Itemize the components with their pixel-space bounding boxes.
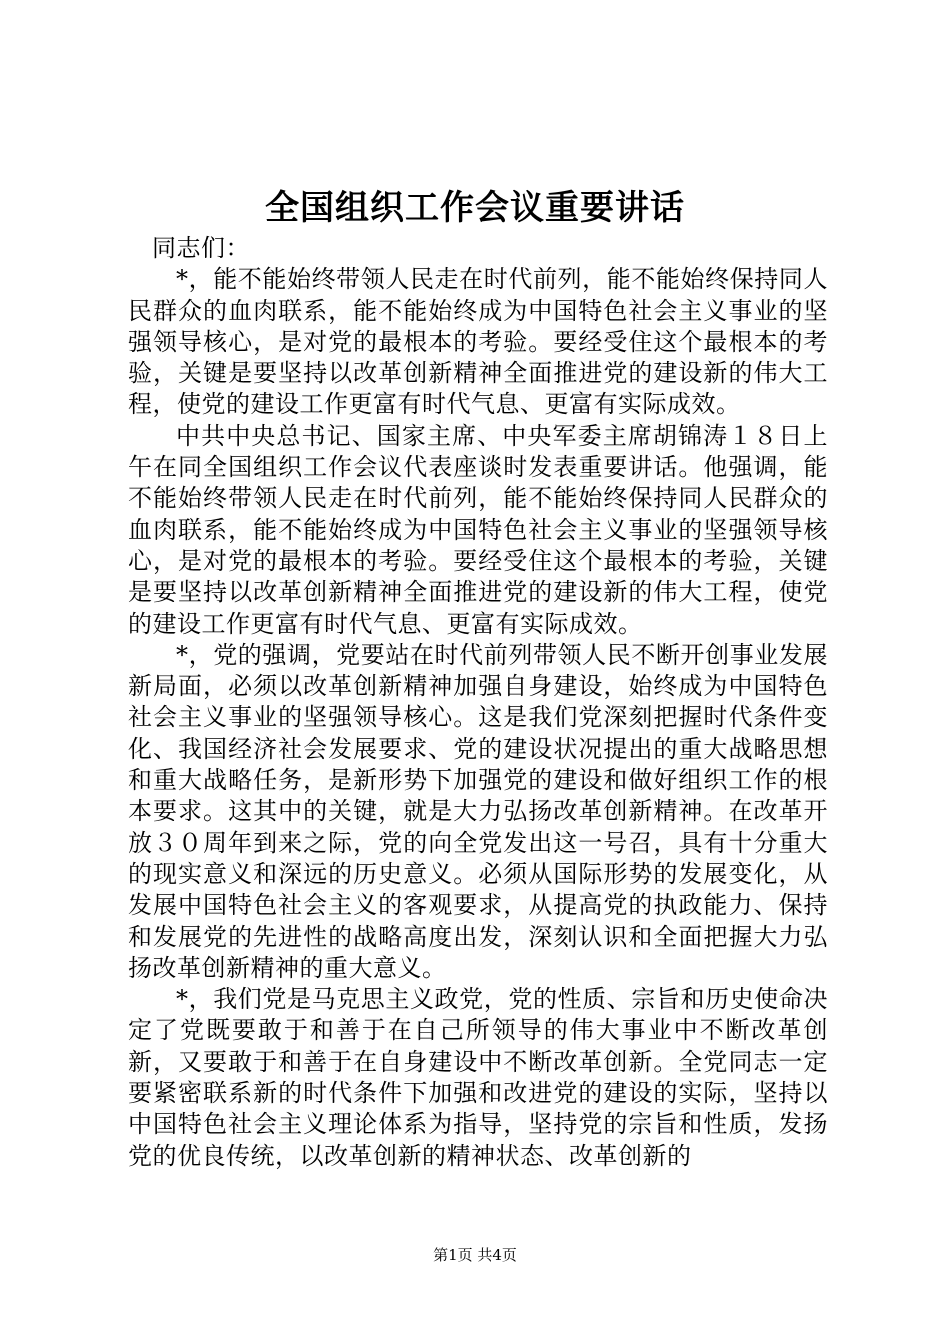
body-paragraph-4: *，我们党是马克思主义政党，党的性质、宗旨和历史使命决定了党既要敢于和善于在自己所领导的伟大事业中不断改革创新，又要敢于和善于在自身建设中不断改革创新。全党同志一定要紧密联系新的时代条件下加强和改进党的建设的实际，坚持以中国特色社会主义理论体系为指导，坚持党的宗旨和性质，发扬党的优良传统，以改革创新的精神状态、改革创新的 [128,985,828,1170]
document-title: 全国组织工作会议重要讲话 [265,188,685,228]
page-footer: 第1页 共4页 [433,1246,517,1264]
salutation: 同志们： [152,234,250,262]
body-paragraph-1: *，能不能始终带领人民走在时代前列，能不能始终保持同人民群众的血肉联系，能不能始终成为中国特色社会主义事业的坚强领导核心，是对党的最根本的考验。要经受住这个最根本的考验，关键是要坚持以改革创新精神全面推进党的建设新的伟大工程，使党的建设工作更富有时代气息、更富有实际成效。 [128,265,828,419]
document-body [128,233,828,1172]
body-paragraph-2: 中共中央总书记、国家主席、中央军委主席胡锦涛１８日上午在同全国组织工作会议代表座谈时发表重要讲话。他强调，能不能始终带领人民走在时代前列，能不能始终保持同人民群众的血肉联系，能不能始终成为中国特色社会主义事业的坚强领导核心，是对党的最根本的考验。要经受住这个最根本的考验，关键是要坚持以改革创新精神全面推进党的建设新的伟大工程，使党的建设工作更富有时代气息、更富有实际成效。 [128,421,828,638]
body-paragraph-3: *，党的强调，党要站在时代前列带领人民不断开创事业发展新局面，必须以改革创新精神加强自身建设，始终成为中国特色社会主义事业的坚强领导核心。这是我们党深刻把握时代条件变化、我国经济社会发展要求、党的建设状况提出的重大战略思想和重大战略任务，是新形势下加强党的建设和做好组织工作的根本要求。这其中的关键，就是大力弘扬改革创新精神。在改革开放３０周年到来之际，党的向全党发出这一号召，具有十分重大的现实意义和深远的历史意义。必须从国际形势的发展变化，从发展中国特色社会主义的客观要求，从提高党的执政能力、保持和发展党的先进性的战略高度出发，深刻认识和全面把握大力弘扬改革创新精神的重大意义。 [128,640,828,982]
